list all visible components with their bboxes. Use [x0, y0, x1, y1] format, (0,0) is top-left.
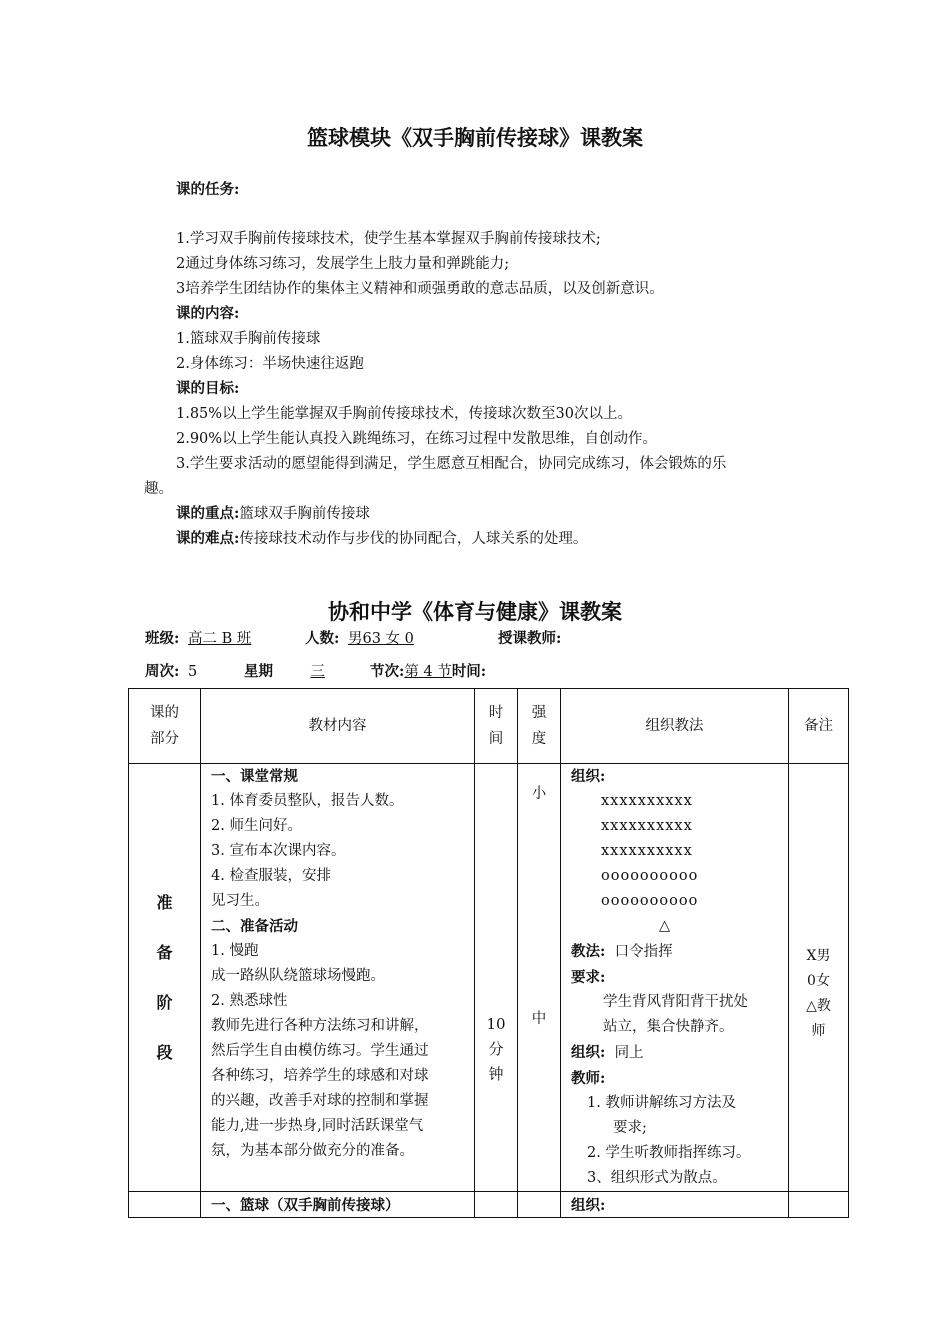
- header-material: 教材内容: [201, 689, 475, 764]
- day-label: 星期: [244, 663, 273, 680]
- basic-part-cell: [129, 1192, 201, 1218]
- formation-row: xxxxxxxxxx: [601, 843, 693, 859]
- intensity-mid: 中: [531, 1011, 547, 1027]
- week-value: 5: [187, 664, 198, 680]
- tasks-heading: 课的任务:: [176, 181, 240, 198]
- teacher-triangle: △: [659, 918, 671, 934]
- lesson-plan-table: [128, 688, 849, 1218]
- formation-row: oooooooooo: [601, 868, 699, 884]
- key-point-label: 课的重点:: [176, 505, 240, 522]
- day-info: [244, 660, 358, 681]
- count-label: 人数:: [305, 630, 340, 647]
- task-item: 1.学习双手胸前传接球技术，使学生基本掌握双手胸前传接球技术;: [176, 231, 601, 247]
- difficulty-text: 传接球技术动作与步伐的协同配合，人球关系的处理。: [239, 531, 588, 547]
- teach-method: 教法: 口令指挥: [571, 943, 673, 960]
- time-label: 时间:: [451, 663, 487, 680]
- teacher-label: 授课教师:: [498, 630, 562, 647]
- goal-wrap: 趣。: [144, 481, 173, 497]
- formation-row: oooooooooo: [601, 893, 699, 909]
- basic-note-cell: [789, 1192, 849, 1218]
- key-point-text: 篮球双手胸前传接球: [239, 506, 370, 522]
- header-note: 备注: [789, 689, 849, 764]
- basic-material-cell: 一、篮球（双手胸前传接球）: [201, 1192, 475, 1218]
- formation-row: xxxxxxxxxx: [601, 818, 693, 834]
- goal-item: 2.90%以上学生能认真投入跳绳练习，在练习过程中发散思维，自创动作。: [176, 431, 658, 447]
- task-item: 3培养学生团结协作的集体主义精神和顽强勇敢的意志品质，以及创新意识。: [176, 281, 664, 297]
- difficulty: [176, 527, 587, 548]
- content-item: 1.篮球双手胸前传接球: [176, 331, 321, 347]
- class-value: 高二 B 班: [187, 631, 252, 647]
- goals-heading: 课的目标:: [176, 380, 240, 397]
- count-info: [305, 627, 418, 648]
- key-point: [176, 502, 370, 523]
- content-heading: 课的内容:: [176, 305, 240, 322]
- doc-title: 篮球模块《双手胸前传接球》课教案: [307, 125, 643, 150]
- prep-method-cell: 组织: xxxxxxxxxx xxxxxxxxxx xxxxxxxxxx oooooooooo oooooooooo △ 教法: 口令指挥 要求: 学生背风背阳背干扰处 站立，集合快静齐。 组织: 同上 教师: 1. 教师讲解练习方法及 要求; 2. 学生听教师指挥练习。 3、组织形式为散点。: [561, 764, 789, 1192]
- header-intensity: 强 度: [518, 689, 561, 764]
- basic-method-cell: 组织:: [561, 1192, 789, 1218]
- table-row-prep: [129, 764, 849, 1192]
- table-header-row: [129, 689, 849, 764]
- basic-intensity-cell: [518, 1192, 561, 1218]
- prep-note-cell: X男 0女 △教 师: [789, 764, 849, 1192]
- class-info: [145, 627, 255, 648]
- week-label: 周次:: [145, 663, 180, 680]
- formation-row: xxxxxxxxxx: [601, 793, 693, 809]
- header-part: 课的 部分: [129, 689, 201, 764]
- header-method: 组织教法: [561, 689, 789, 764]
- prep-part-cell: 准 备 阶 段: [129, 764, 201, 1192]
- prep-time-cell: 10 分 钟: [475, 764, 518, 1192]
- prep-intensity-cell: [518, 764, 561, 1192]
- day-value: 三: [310, 664, 325, 680]
- content-item: 2.身体练习：半场快速往返跑: [176, 356, 364, 372]
- table-row-basic: [129, 1192, 849, 1218]
- plan-title: 协和中学《体育与健康》课教案: [328, 599, 622, 624]
- week-info: [145, 660, 197, 681]
- class-label: 班级:: [145, 630, 180, 647]
- period-info: [370, 660, 486, 681]
- prep-material-cell: 一、课堂常规 1. 体育委员整队，报告人数。 2. 师生问好。 3. 宣布本次课内容。 4. 检查服装，安排 见习生。 二、准备活动 1. 慢跑 成一路纵队绕篮球场慢跑。 2. 熟悉球性 教师先进行各种方法练习和讲解， 然后学生自由模仿练习。学生通过 各种练习，培养学生的球感和对球 的兴趣，改善手对球的控制和掌握 能力,进一步热身,同时活跃课堂气 氛，为基本部分做充分的准备。: [201, 764, 475, 1192]
- org-same: 组织: 同上: [571, 1044, 644, 1061]
- goal-item: 1.85%以上学生能掌握双手胸前传接球技术，传接球次数至30次以上。: [176, 406, 633, 422]
- count-value: 男63 女 0: [347, 631, 414, 647]
- basic-time-cell: [475, 1192, 518, 1218]
- difficulty-label: 课的难点:: [176, 530, 240, 547]
- goal-item: 3.学生要求活动的愿望能得到满足，学生愿意互相配合，协同完成练习，体会锻炼的乐: [176, 456, 727, 472]
- period-label: 节次:: [370, 663, 405, 680]
- period-value: 第 4 节: [404, 664, 452, 680]
- header-time: 时 间: [475, 689, 518, 764]
- intensity-low: 小: [531, 786, 547, 802]
- task-item: 2通过身体练习练习，发展学生上肢力量和弹跳能力;: [176, 256, 510, 272]
